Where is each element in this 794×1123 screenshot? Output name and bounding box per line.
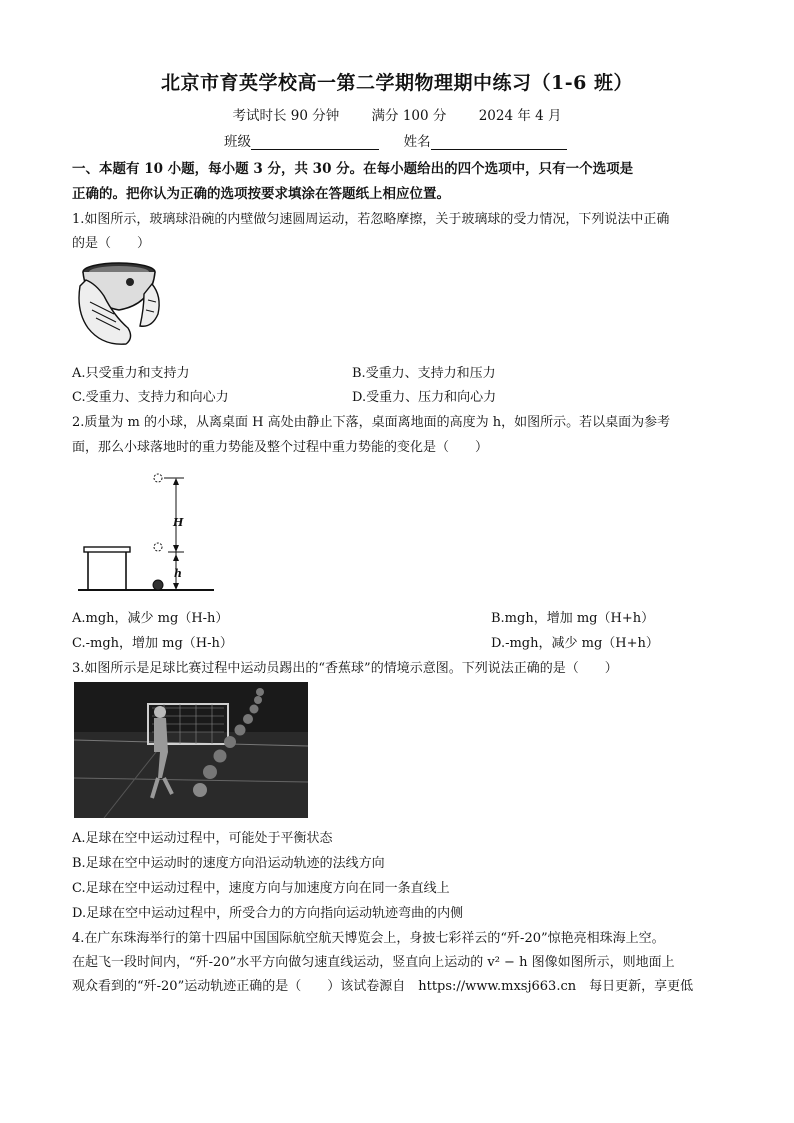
q1-option-c[interactable]: C.受重力、支持力和向心力 <box>72 390 229 405</box>
section-heading-line1: 一、本题有 10 小题，每小题 3 分，共 30 分。在每小题给出的四个选项中，只有一个选项是 <box>72 161 634 177</box>
q3-option-c[interactable]: C.足球在空中运动过程中，速度方向与加速度方向在同一条直线上 <box>72 881 450 896</box>
student-info <box>224 130 567 150</box>
q2-option-a[interactable]: A.mgh，减少 mg（H-h） <box>72 611 229 626</box>
exam-date: 2024 年 4 月 <box>478 108 562 124</box>
q1-option-a[interactable]: A.只受重力和支持力 <box>72 366 190 381</box>
q2-option-b[interactable]: B.mgh，增加 mg（H+h） <box>491 611 655 626</box>
q1-stem-line1: 1.如图所示，玻璃球沿碗的内壁做匀速圆周运动，若忽略摩擦，关于玻璃球的受力情况，下列说法中正确 <box>72 212 670 227</box>
q4-stem-line2: 在起飞一段时间内，“歼-20”水平方向做匀速直线运动，竖直向上运动的 v² − h 图像如图所示，则地面上 <box>72 955 675 970</box>
q1-option-d[interactable]: D.受重力、压力和向心力 <box>352 390 497 405</box>
exam-meta <box>0 104 794 124</box>
falling-ball-diagram <box>76 466 216 594</box>
class-label: 班级 <box>224 134 251 150</box>
q3-stem-line1: 3.如图所示是足球比赛过程中运动员踢出的“香蕉球”的情境示意图。下列说法正确的是（ ） <box>72 661 618 676</box>
q3-option-a[interactable]: A.足球在空中运动过程中，可能处于平衡状态 <box>72 831 333 846</box>
q4-stem-line1: 4.在广东珠海举行的第十四届中国国际航空航天博览会上，身披七彩祥云的“歼-20”惊艳亮相珠海上空。 <box>72 931 665 946</box>
q1-option-b[interactable]: B.受重力、支持力和压力 <box>352 366 496 381</box>
label-h: h <box>174 567 182 580</box>
q2-option-d[interactable]: D.-mgh，减少 mg（H+h） <box>491 636 659 651</box>
name-blank <box>431 135 567 150</box>
exam-duration: 考试时长 90 分钟 <box>232 108 340 124</box>
bowl-hands-figure <box>74 256 166 348</box>
q2-option-c[interactable]: C.-mgh，增加 mg（H-h） <box>72 636 233 651</box>
q2-stem-line2: 面，那么小球落地时的重力势能及整个过程中重力势能的变化是（ ） <box>72 440 489 455</box>
class-blank <box>251 135 379 150</box>
q4-stem-line3: 观众看到的“歼-20”运动轨迹正确的是（ ）该试卷源自 https://www.mxsj663.cn 每日更新，享更低 <box>72 979 694 994</box>
page-title: 北京市育英学校高一第二学期物理期中练习（1-6 班） <box>161 72 633 94</box>
section-heading-line2: 正确的。把你认为正确的选项按要求填涂在答题纸上相应位置。 <box>72 186 450 202</box>
exam-score: 满分 100 分 <box>371 108 447 124</box>
banana-kick-photo <box>74 682 308 818</box>
q3-option-b[interactable]: B.足球在空中运动时的速度方向沿运动轨迹的法线方向 <box>72 856 385 871</box>
name-label: 姓名 <box>403 134 431 150</box>
q1-stem-line2: 的是（ ） <box>72 236 151 251</box>
label-H: H <box>173 516 184 529</box>
q2-stem-line1: 2.质量为 m 的小球，从离桌面 H 高处由静止下落，桌面离地面的高度为 h，如图所示。若以桌面为参考 <box>72 415 671 430</box>
q3-option-d[interactable]: D.足球在空中运动过程中，所受合力的方向指向运动轨迹弯曲的内侧 <box>72 906 464 921</box>
